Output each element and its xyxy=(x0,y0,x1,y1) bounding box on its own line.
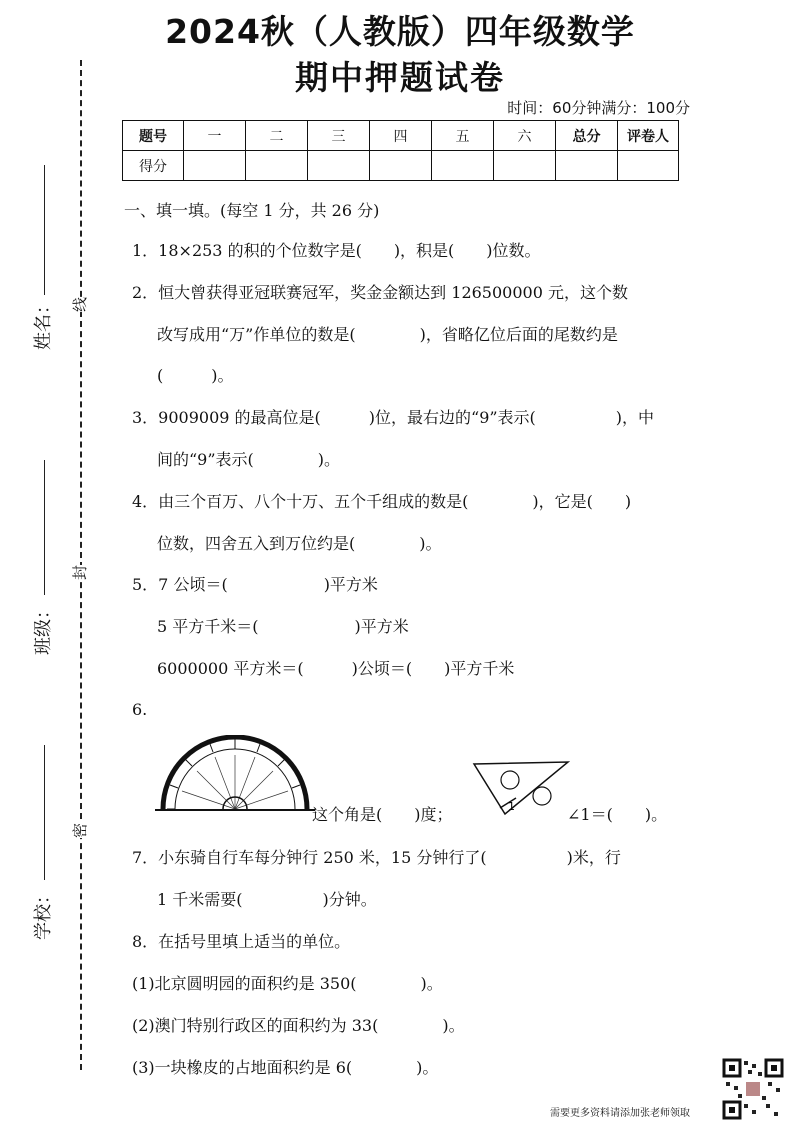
question-4-line2: 位数，四舍五入到万位约是( )。 xyxy=(157,534,442,553)
question-8: 8．在括号里填上适当的单位。 xyxy=(132,932,351,951)
score-input-2[interactable] xyxy=(246,151,308,181)
score-input-1[interactable] xyxy=(184,151,246,181)
score-row-label: 得分 xyxy=(123,151,184,181)
question-8-item2: (2)澳门特别行政区的面积约为 33( )。 xyxy=(132,1016,465,1035)
question-3-line2: 间的“9”表示( )。 xyxy=(157,450,341,469)
protractor-figure xyxy=(155,735,315,815)
score-cell-5: 五 xyxy=(432,121,494,151)
question-2-line3: ( )。 xyxy=(157,366,234,385)
question-5-line3: 6000000 平方米＝( )公顷＝( )平方千米 xyxy=(157,659,515,678)
score-cell-3: 三 xyxy=(308,121,370,151)
question-1: 1．18×253 的积的个位数字是( )，积是( )位数。 xyxy=(132,241,541,260)
marker-seal: 封 xyxy=(67,565,92,580)
footer-note: 需要更多资料请添加张老师领取 xyxy=(550,1108,690,1119)
question-7-line2: 1 千米需要( )分钟。 xyxy=(157,890,377,909)
question-2-line2: 改写成用“万”作单位的数是( )，省略亿位后面的尾数约是 xyxy=(157,325,618,344)
score-input-5[interactable] xyxy=(432,151,494,181)
qr-code[interactable] xyxy=(722,1058,784,1120)
name-label: 姓名： xyxy=(33,296,54,350)
score-input-4[interactable] xyxy=(370,151,432,181)
time-info: 时间：60分钟满分：100分 xyxy=(507,99,690,117)
binding-margin xyxy=(0,0,110,1130)
score-cell-2: 二 xyxy=(246,121,308,151)
triangle-ruler-figure xyxy=(470,758,570,818)
question-3-line1: 3．9009009 的最高位是( )位，最右边的“9”表示( )，中 xyxy=(132,408,655,427)
score-input-total[interactable] xyxy=(556,151,618,181)
question-2-line1: 2．恒大曾获得亚冠联赛冠军，奖金金额达到 126500000 元，这个数 xyxy=(132,283,628,302)
score-input-6[interactable] xyxy=(494,151,556,181)
score-cell-grader: 评卷人 xyxy=(618,121,679,151)
page-subtitle: 期中押题试卷 xyxy=(295,58,505,97)
score-cell-label: 题号 xyxy=(123,121,184,151)
score-table xyxy=(122,120,679,181)
score-cell-total: 总分 xyxy=(556,121,618,151)
question-6-angle1-text: ∠1＝( )。 xyxy=(567,805,668,824)
name-write-line[interactable] xyxy=(44,165,45,295)
angle-1-label: 1 xyxy=(508,800,515,813)
question-4-line1: 4．由三个百万、八个十万、五个千组成的数是( )，它是( ) xyxy=(132,492,632,511)
score-cell-4: 四 xyxy=(370,121,432,151)
score-cell-6: 六 xyxy=(494,121,556,151)
question-8-item1: (1)北京圆明园的面积约是 350( )。 xyxy=(132,974,443,993)
question-6-number: 6. xyxy=(132,700,148,719)
marker-secret: 密 xyxy=(67,823,92,838)
question-5-line1: 5．7 公顷＝( )平方米 xyxy=(132,575,378,594)
score-header-row xyxy=(123,121,679,151)
score-value-row xyxy=(123,151,679,181)
class-label: 班级： xyxy=(33,601,54,655)
question-5-line2: 5 平方千米＝( )平方米 xyxy=(157,617,409,636)
page-title: 2024秋（人教版）四年级数学 xyxy=(165,12,635,51)
marker-line: 线 xyxy=(67,297,92,312)
question-7-line1: 7．小东骑自行车每分钟行 250 米，15 分钟行了( )米，行 xyxy=(132,848,621,867)
question-6-angle-text: 这个角是( )度； xyxy=(312,805,453,824)
score-input-grader[interactable] xyxy=(618,151,679,181)
score-input-3[interactable] xyxy=(308,151,370,181)
question-8-item3: (3)一块橡皮的占地面积约是 6( )。 xyxy=(132,1058,439,1077)
section-heading: 一、填一填。(每空 1 分，共 26 分) xyxy=(124,201,380,220)
class-write-line[interactable] xyxy=(44,460,45,595)
school-write-line[interactable] xyxy=(44,745,45,880)
school-label: 学校： xyxy=(33,886,54,940)
score-cell-1: 一 xyxy=(184,121,246,151)
